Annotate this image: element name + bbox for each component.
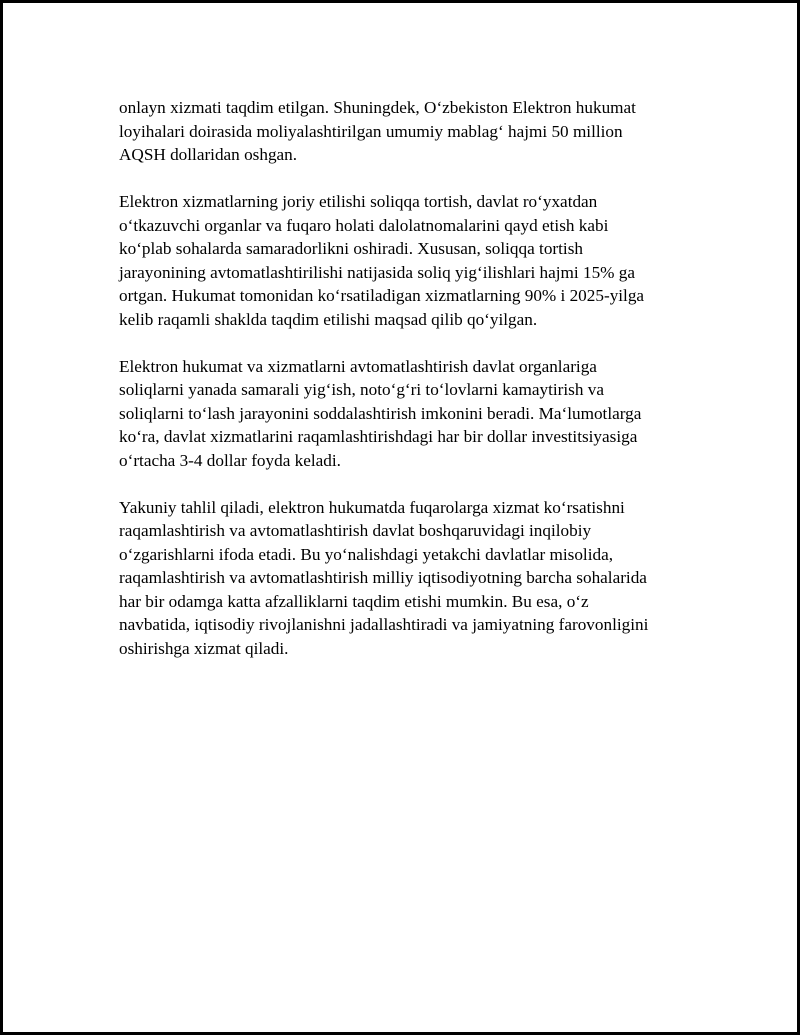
text-line: kelib raqamli shaklda taqdim etilishi maqsad qilib qo‘yilgan. xyxy=(119,309,538,329)
text-line: o‘tkazuvchi organlar va fuqaro holati dalolatnomalarini qayd etish kabi xyxy=(119,215,609,235)
text-line: AQSH dollaridan oshgan. xyxy=(119,145,298,164)
paragraph-3 xyxy=(119,355,699,473)
text-line: ko‘plab sohalarda samaradorlikni oshiradi. Xususan, soliqqa tortish xyxy=(119,239,583,258)
text-line: har bir odamga katta afzalliklarni taqdim etishi mumkin. Bu esa, o‘z xyxy=(119,591,589,611)
text-line: raqamlashtirish va avtomatlashtirish milliy iqtisodiyotning barcha sohalarida xyxy=(119,568,647,587)
text-line: Elektron hukumat va xizmatlarni avtomatlashtirish davlat organlariga xyxy=(119,356,597,376)
text-line: o‘rtacha 3-4 dollar foyda keladi. xyxy=(119,450,341,470)
paragraph-2 xyxy=(119,190,699,331)
text-line: o‘zgarishlarni ifoda etadi. Bu yo‘nalishdagi yetakchi davlatlar misolida, xyxy=(119,544,613,564)
text-line: oshirishga xizmat qiladi. xyxy=(119,638,289,658)
text-line: soliqlarni yanada samarali yig‘ish, noto‘g‘ri to‘lovlarni kamaytirish va xyxy=(119,380,604,399)
text-line: soliqlarni to‘lash jarayonini soddalashtirish imkonini beradi. Ma‘lumotlarga xyxy=(119,403,642,423)
text-line: raqamlashtirish va avtomatlashtirish davlat boshqaruvidagi inqilobiy xyxy=(119,521,592,540)
text-line: ko‘ra, davlat xizmatlarini raqamlashtirishdagi har bir dollar investitsiyasiga xyxy=(119,427,638,446)
text-line: loyihalari doirasida moliyalashtirilgan umumiy mablag‘ hajmi 50 million xyxy=(119,121,623,141)
text-line: onlayn xizmati taqdim etilgan. Shuningdek, O‘zbekiston Elektron hukumat xyxy=(119,98,636,117)
text-line: navbatida, iqtisodiy rivojlanishni jadallashtiradi va jamiyatning farovonligini xyxy=(119,615,649,634)
text-line: jarayonining avtomatlashtirilishi natijasida soliq yig‘ilishlari hajmi 15% ga xyxy=(119,262,636,282)
text-line: Yakuniy tahlil qiladi, elektron hukumatda fuqarolarga xizmat ko‘rsatishni xyxy=(119,497,625,517)
paragraph-1 xyxy=(119,96,699,167)
document-body xyxy=(119,96,699,684)
text-line: ortgan. Hukumat tomonidan ko‘rsatiladigan xizmatlarning 90% i 2025-yilga xyxy=(119,286,645,305)
paragraph-4 xyxy=(119,496,699,661)
text-line: Elektron xizmatlarning joriy etilishi soliqqa tortish, davlat ro‘yxatdan xyxy=(119,192,598,211)
